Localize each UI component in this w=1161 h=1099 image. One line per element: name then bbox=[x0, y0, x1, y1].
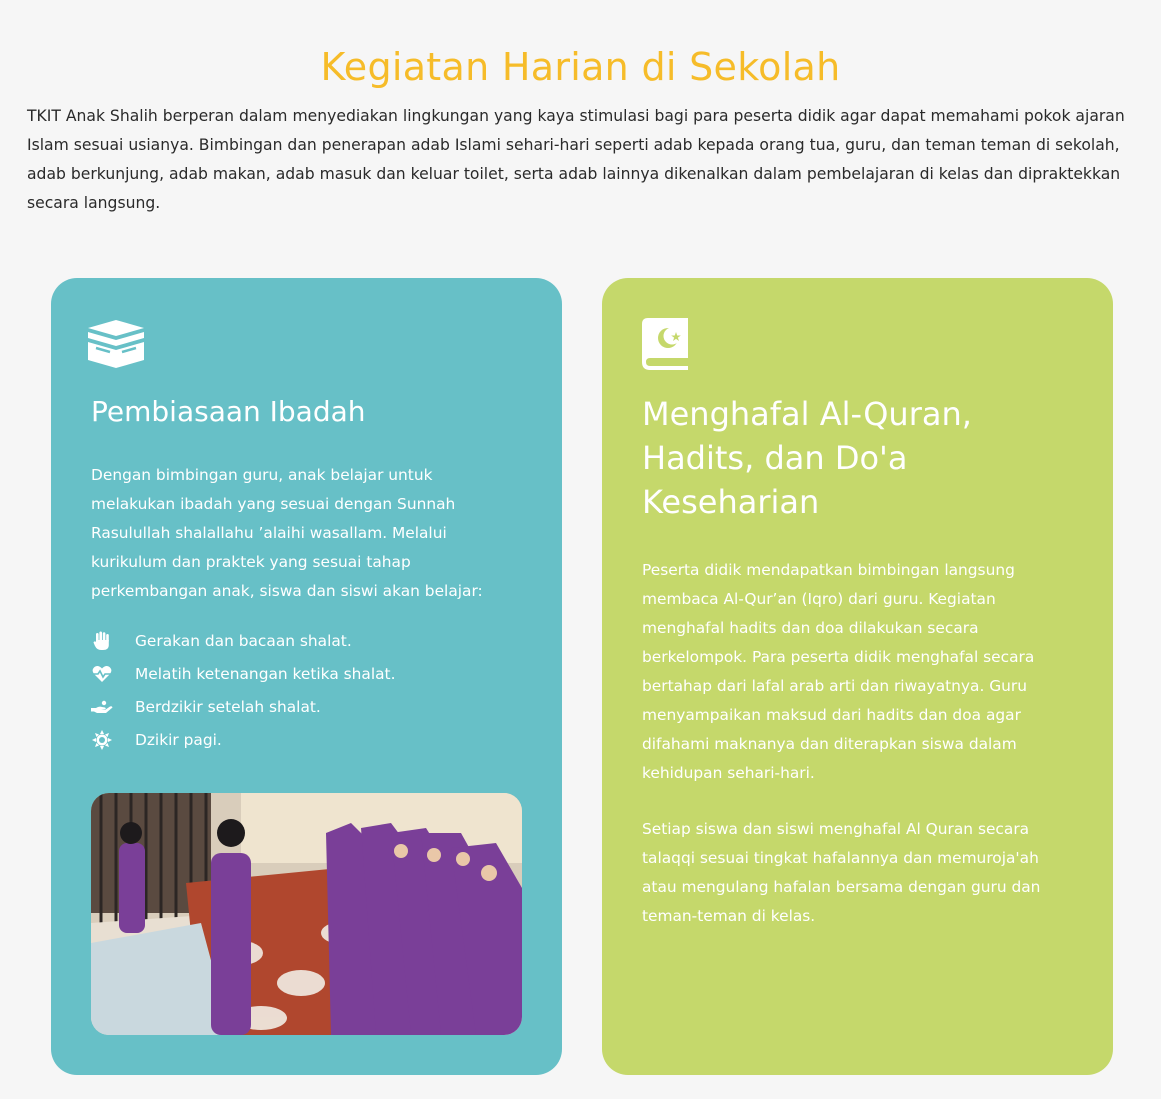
students-praying-photo bbox=[91, 793, 522, 1035]
hand-icon bbox=[91, 631, 113, 651]
page-title: Kegiatan Harian di Sekolah bbox=[320, 45, 841, 90]
kaaba-icon bbox=[86, 318, 146, 370]
card-pembiasaan-ibadah bbox=[51, 278, 562, 1075]
list-item-label: Berdzikir setelah shalat. bbox=[135, 697, 321, 716]
card-description: Peserta didik mendapatkan bimbingan langsung membaca Al-Qur’an (Iqro) dari guru. Kegiatan menghafal hadits dan doa dilakukan secara berkelompok. Para peserta didik menghafal secara bertahap dari lafal arab arti dan riwayatnya. Guru menyampaikan maksud dari hadits dan doa agar difahami maknanya dan diterapkan siswa dalam kehidupan sehari-hari. bbox=[642, 561, 1035, 782]
heartbeat-icon bbox=[91, 664, 113, 684]
quran-icon bbox=[642, 318, 690, 370]
card-description-secondary: Setiap siswa dan siswi menghafal Al Quran secara talaqqi sesuai tingkat hafalannya dan memuroja'ah atau mengulang hafalan bersama dengan guru dan teman-teman di kelas. bbox=[642, 820, 1041, 925]
list-item bbox=[91, 723, 395, 756]
list-item bbox=[91, 624, 395, 657]
card-description: Dengan bimbingan guru, anak belajar untuk melakukan ibadah yang sesuai dengan Sunnah Rasulullah shalallahu ’alaihi wasallam. Melalui kurikulum dan praktek yang sesuai tahap perkembangan anak, siswa dan siswi akan belajar: bbox=[91, 466, 483, 600]
list-item-label: Dzikir pagi. bbox=[135, 730, 222, 749]
intro-paragraph: TKIT Anak Shalih berperan dalam menyediakan lingkungan yang kaya stimulasi bagi para peserta didik agar dapat memahami pokok ajaran Islam sesuai usianya. Bimbingan dan penerapan adab Islami sehari-hari seperti adab kepada orang tua, guru, dan teman teman di sekolah, adab berkunjung, adab makan, adab masuk dan keluar toilet, serta adab lainnya dikenalkan dalam pembelajaran di kelas dan dipraktekkan secara langsung. bbox=[27, 107, 1125, 212]
card-menghafal-quran bbox=[602, 278, 1113, 1075]
sun-icon bbox=[91, 730, 113, 750]
card-title: Pembiasaan Ibadah bbox=[91, 395, 366, 428]
list-item bbox=[91, 657, 395, 690]
list-item bbox=[91, 690, 395, 723]
card-title: Menghafal Al-Quran, Hadits, dan Do'a Keseharian bbox=[642, 395, 972, 521]
feature-list bbox=[91, 624, 395, 756]
list-item-label: Melatih ketenangan ketika shalat. bbox=[135, 664, 396, 683]
hand-holding-icon bbox=[91, 697, 113, 717]
list-item-label: Gerakan dan bacaan shalat. bbox=[135, 631, 352, 650]
